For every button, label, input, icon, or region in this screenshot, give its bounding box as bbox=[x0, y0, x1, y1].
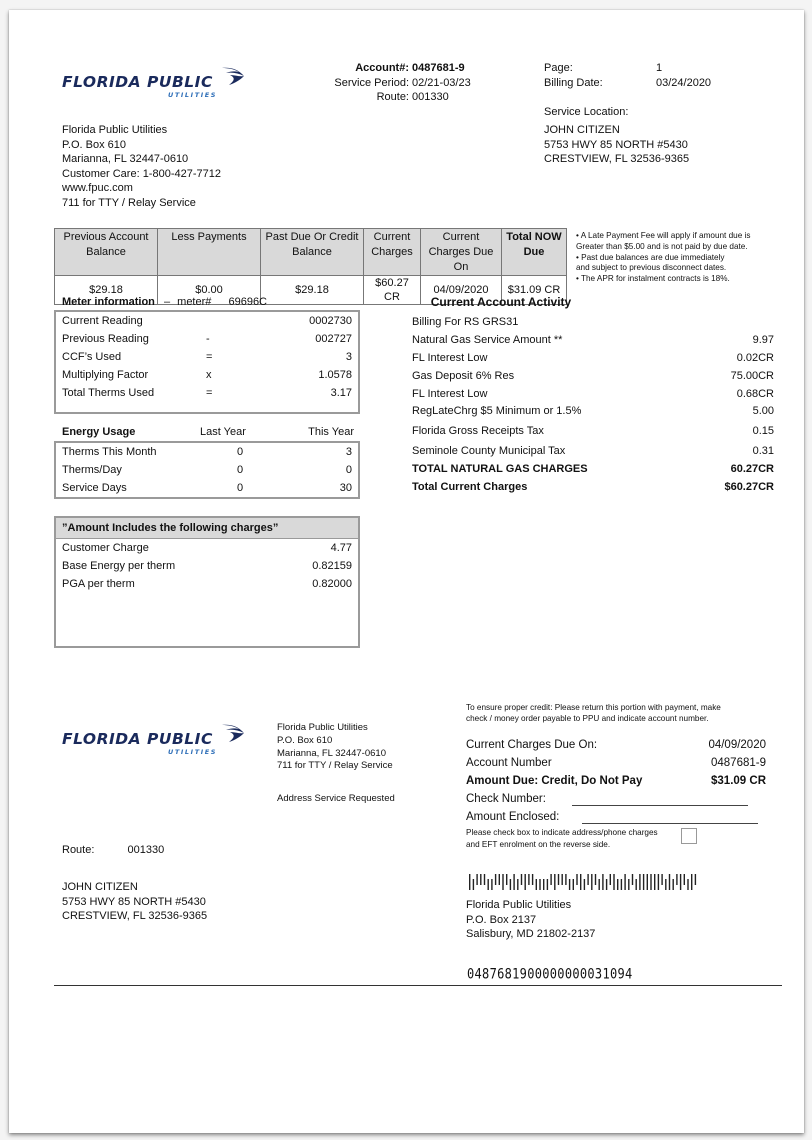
barcode-bar bbox=[547, 879, 548, 890]
service-city: CRESTVIEW, FL 32536-9365 bbox=[544, 153, 690, 165]
account-summary-table bbox=[54, 228, 567, 305]
company-po-box: P.O. Box 610 bbox=[62, 138, 127, 151]
bird-swoosh-icon bbox=[220, 65, 246, 87]
energy-row-label: Therms This Month bbox=[62, 446, 157, 458]
remit-address bbox=[466, 898, 595, 942]
amount-enclosed-field[interactable] bbox=[582, 823, 758, 824]
note-line: and subject to previous disconnect dates. bbox=[576, 263, 727, 273]
activity-row-label: Florida Gross Receipts Tax bbox=[412, 425, 544, 437]
check-number-label: Check Number: bbox=[466, 793, 546, 805]
account-label: Account#: bbox=[355, 62, 409, 74]
customer-city: CRESTVIEW, FL 32536-9365 bbox=[62, 910, 208, 922]
logo-wordmark: FLORIDA PUBLIC bbox=[62, 73, 213, 91]
service-location-address bbox=[544, 123, 689, 167]
activity-row-value: 0.02CR bbox=[736, 352, 774, 364]
activity-total-current-charges bbox=[412, 478, 774, 496]
barcode-bar bbox=[628, 879, 629, 890]
barcode-bar bbox=[684, 874, 685, 885]
energy-row-this-year: 3 bbox=[345, 446, 352, 458]
activity-total-gas-charges bbox=[412, 460, 774, 478]
energy-row-label: Therms/Day bbox=[62, 464, 122, 476]
charges-included-title: ”Amount Includes the following charges” bbox=[56, 518, 358, 539]
meter-label: meter# bbox=[177, 296, 212, 308]
page-label: Page: bbox=[544, 62, 573, 74]
page-info-values bbox=[656, 61, 711, 90]
barcode-bar bbox=[624, 874, 625, 890]
customer-care-phone: Customer Care: 1-800-427-7712 bbox=[62, 167, 221, 180]
activity-row-label: RegLateChrg $5 Minimum or 1.5% bbox=[412, 405, 582, 417]
service-location-label: Service Location: bbox=[544, 106, 629, 118]
stub-bottom-rule bbox=[54, 985, 782, 986]
note-line: • The APR for instalment contracts is 18%. bbox=[576, 274, 730, 284]
charge-row-value: 0.82159 bbox=[312, 560, 352, 572]
stub-due-on-value: 04/09/2020 bbox=[708, 739, 766, 751]
barcode-bar bbox=[580, 874, 581, 890]
energy-usage-title: Energy Usage bbox=[62, 426, 136, 438]
energy-row-this-year: 30 bbox=[339, 482, 352, 494]
activity-row-value: 0.68CR bbox=[736, 388, 774, 400]
stub-amount-due-row bbox=[466, 772, 766, 790]
energy-col-this-year: This Year bbox=[308, 426, 354, 438]
meter-row-label: CCF’s Used bbox=[62, 351, 122, 363]
remit-po-box: P.O. Box 2137 bbox=[466, 913, 537, 926]
activity-row bbox=[412, 402, 774, 420]
meter-row-value: 3.17 bbox=[330, 387, 352, 399]
barcode-bar bbox=[658, 874, 659, 890]
company-logo bbox=[62, 65, 252, 105]
tty-relay: 711 for TTY / Relay Service bbox=[62, 196, 196, 209]
bird-swoosh-icon bbox=[220, 722, 246, 744]
meter-row-value: 1.0578 bbox=[318, 369, 352, 381]
remit-city: Salisbury, MD 21802-2137 bbox=[466, 928, 596, 940]
barcode-bar bbox=[543, 879, 544, 890]
barcode-bar bbox=[510, 879, 511, 890]
barcode-bar bbox=[636, 879, 637, 890]
stub-account-label: Account Number bbox=[466, 757, 552, 769]
activity-row-value: 0.15 bbox=[752, 425, 774, 437]
amount-enclosed-label: Amount Enclosed: bbox=[466, 811, 560, 823]
ocr-scanline: 0487681900000000031094 bbox=[467, 965, 633, 983]
stub-amount-due-value: $31.09 CR bbox=[711, 775, 766, 787]
energy-row-this-year: 0 bbox=[345, 464, 352, 476]
summary-header-total-due: Total NOW Due bbox=[502, 229, 567, 276]
barcode-bar bbox=[521, 874, 522, 885]
meter-row-value: 0002730 bbox=[309, 315, 352, 327]
meter-row-operator: = bbox=[206, 351, 213, 363]
activity-row-value: 75.00CR bbox=[730, 370, 774, 382]
barcode-bar bbox=[480, 874, 481, 885]
billing-date: 03/24/2020 bbox=[656, 76, 712, 89]
barcode-bar bbox=[613, 874, 614, 890]
barcode-bar bbox=[528, 874, 529, 885]
current-charges: $60.27 CR bbox=[364, 276, 421, 305]
charges-included-box bbox=[54, 516, 360, 648]
barcode-bar bbox=[621, 879, 622, 890]
barcode-bar bbox=[491, 879, 492, 890]
barcode-bar bbox=[499, 874, 500, 885]
address-change-checkbox[interactable] bbox=[681, 828, 697, 844]
barcode-bar bbox=[687, 879, 688, 890]
header-values bbox=[412, 61, 471, 105]
activity-row-value: 0.31 bbox=[752, 445, 774, 457]
barcode-bar bbox=[565, 874, 566, 885]
barcode-bar bbox=[502, 874, 503, 890]
meter-dash: – bbox=[163, 296, 171, 308]
barcode-bar bbox=[661, 874, 662, 885]
activity-row-label: Seminole County Municipal Tax bbox=[412, 445, 566, 457]
barcode-bar bbox=[639, 874, 640, 890]
charge-row-value: 0.82000 bbox=[312, 578, 352, 590]
barcode-bar bbox=[595, 874, 596, 885]
summary-header-less-payments: Less Payments bbox=[158, 229, 261, 276]
remit-name: Florida Public Utilities bbox=[466, 899, 572, 911]
barcode-bar bbox=[550, 874, 551, 885]
barcode-bar bbox=[495, 874, 496, 885]
barcode-bar bbox=[525, 874, 526, 890]
energy-row-last-year: 0 bbox=[237, 464, 244, 476]
barcode-bar bbox=[676, 874, 677, 885]
route-number: 001330 bbox=[412, 91, 449, 103]
stub-company-name: Florida Public Utilities bbox=[277, 722, 368, 733]
barcode-bar bbox=[532, 874, 533, 885]
service-period-label: Service Period: bbox=[334, 76, 409, 89]
barcode-bar bbox=[647, 874, 648, 890]
activity-row bbox=[412, 385, 774, 403]
summary-header-past-due: Past Due Or Credit Balance bbox=[261, 229, 364, 276]
activity-row-label: Gas Deposit 6% Res bbox=[412, 370, 515, 382]
stub-customer-address bbox=[62, 880, 207, 924]
address-service-requested: Address Service Requested bbox=[277, 793, 395, 804]
charge-row bbox=[62, 539, 352, 557]
stub-route-value: 001330 bbox=[127, 844, 165, 856]
account-number: 0487681-9 bbox=[412, 62, 465, 74]
previous-balance: $29.18 bbox=[55, 276, 158, 305]
barcode-bar bbox=[476, 874, 477, 885]
summary-header-row bbox=[55, 229, 567, 276]
barcode-bar bbox=[691, 874, 692, 890]
meter-row-label: Multiplying Factor bbox=[62, 369, 149, 381]
activity-row bbox=[412, 349, 774, 367]
barcode-bar bbox=[569, 879, 570, 890]
meter-number: 69696C bbox=[228, 296, 268, 308]
note-line: • Past due balances are due immediately bbox=[576, 252, 725, 262]
barcode-bar bbox=[488, 879, 489, 890]
activity-row-label: FL Interest Low bbox=[412, 388, 488, 400]
activity-row-label: Natural Gas Service Amount ** bbox=[412, 334, 563, 346]
activity-title: Current Account Activity bbox=[430, 295, 572, 309]
check-number-field[interactable] bbox=[572, 805, 748, 806]
energy-usage-box bbox=[54, 441, 360, 499]
barcode-bar bbox=[654, 874, 655, 890]
summary-header-current-charges: Current Charges bbox=[364, 229, 421, 276]
barcode-bar bbox=[484, 874, 485, 885]
energy-row-last-year: 0 bbox=[237, 482, 244, 494]
barcode-bar bbox=[669, 874, 670, 890]
customer-street: 5753 HWY 85 NORTH #5430 bbox=[62, 895, 206, 908]
barcode-bar bbox=[562, 874, 563, 885]
activity-row-value: 9.97 bbox=[752, 334, 774, 346]
barcode-bar bbox=[513, 874, 514, 890]
checkbox-text-line: and EFT enrolment on the reverse side. bbox=[466, 840, 611, 849]
activity-row bbox=[412, 422, 774, 440]
barcode-bar bbox=[606, 879, 607, 890]
charges-due-on: 04/09/2020 bbox=[421, 276, 502, 305]
summary-header-due-on: Current Charges Due On bbox=[421, 229, 502, 276]
barcode-bar bbox=[536, 879, 537, 890]
stub-account-value: 0487681-9 bbox=[711, 757, 766, 769]
meter-info-header bbox=[62, 296, 267, 308]
page-number: 1 bbox=[656, 62, 663, 74]
header-labels bbox=[309, 61, 409, 105]
activity-billing-for bbox=[412, 313, 774, 331]
customer-name: JOHN CITIZEN bbox=[62, 881, 138, 893]
meter-row-value: 002727 bbox=[315, 333, 352, 345]
barcode-bar bbox=[469, 874, 470, 890]
barcode-bar bbox=[680, 874, 681, 890]
stub-due-on-row bbox=[466, 736, 766, 754]
activity-row-label: FL Interest Low bbox=[412, 352, 488, 364]
barcode-bar bbox=[554, 874, 555, 890]
barcode-bar bbox=[632, 874, 633, 885]
stub-company-address bbox=[277, 722, 393, 773]
meter-info-title: Meter information bbox=[62, 296, 155, 308]
barcode-bar bbox=[576, 874, 577, 885]
barcode-bar bbox=[610, 874, 611, 885]
meter-info-box bbox=[54, 310, 360, 414]
energy-row-label: Service Days bbox=[62, 482, 127, 494]
barcode-bar bbox=[506, 874, 507, 885]
barcode-bar bbox=[587, 874, 588, 885]
stub-company-po-box: P.O. Box 610 bbox=[277, 734, 333, 746]
activity-row-value: 5.00 bbox=[752, 405, 774, 417]
service-period: 02/21-03/23 bbox=[412, 76, 471, 89]
stub-amount-due-label: Amount Due: Credit, Do Not Pay bbox=[466, 775, 643, 787]
payment-notes bbox=[576, 231, 750, 285]
energy-col-last-year: Last Year bbox=[200, 426, 246, 438]
barcode-bar bbox=[673, 879, 674, 890]
logo-subtitle: UTILITIES bbox=[168, 748, 218, 756]
activity-row-value: $60.27CR bbox=[724, 481, 774, 493]
less-payments: $0.00 bbox=[158, 276, 261, 305]
billing-date-label: Billing Date: bbox=[544, 76, 603, 89]
barcode-bar bbox=[584, 879, 585, 890]
meter-row bbox=[62, 384, 352, 402]
activity-row bbox=[412, 442, 774, 460]
company-city: Marianna, FL 32447-0610 bbox=[62, 153, 189, 165]
postal-barcode bbox=[467, 872, 707, 894]
barcode-bar bbox=[602, 874, 603, 890]
billing-for-label: Billing For RS GRS31 bbox=[412, 316, 519, 328]
logo-subtitle: UTILITIES bbox=[168, 91, 218, 99]
instruction-line: check / money order payable to PPU and indicate account number. bbox=[466, 714, 709, 723]
energy-row bbox=[62, 479, 352, 497]
barcode-bar bbox=[650, 874, 651, 890]
activity-row-value: 60.27CR bbox=[730, 463, 774, 475]
barcode-bar bbox=[643, 874, 644, 890]
energy-row bbox=[62, 443, 352, 461]
stub-tty-relay: 711 for TTY / Relay Service bbox=[277, 760, 393, 772]
barcode-bar bbox=[539, 879, 540, 890]
total-now-due: $31.09 CR bbox=[502, 276, 567, 305]
meter-row-label: Previous Reading bbox=[62, 333, 149, 345]
logo-wordmark: FLORIDA PUBLIC bbox=[62, 730, 213, 748]
meter-row bbox=[62, 330, 352, 348]
meter-row-value: 3 bbox=[345, 351, 352, 363]
meter-row-operator: x bbox=[206, 369, 212, 381]
past-due-balance: $29.18 bbox=[261, 276, 364, 305]
meter-row-operator: = bbox=[206, 387, 213, 399]
charge-row-value: 4.77 bbox=[330, 542, 352, 554]
bill-page bbox=[9, 10, 804, 1133]
stub-instructions bbox=[466, 702, 721, 724]
activity-row bbox=[412, 331, 774, 349]
barcode-bar bbox=[573, 879, 574, 890]
meter-row-operator: - bbox=[206, 333, 210, 345]
activity-row-label: TOTAL NATURAL GAS CHARGES bbox=[412, 463, 588, 475]
instruction-line: To ensure proper credit: Please return this portion with payment, make bbox=[466, 703, 721, 712]
energy-row bbox=[62, 461, 352, 479]
barcode-bar bbox=[695, 874, 696, 885]
stub-company-city: Marianna, FL 32447-0610 bbox=[277, 747, 386, 759]
barcode-bar bbox=[665, 879, 666, 890]
energy-row-last-year: 0 bbox=[237, 446, 244, 458]
activity-row bbox=[412, 367, 774, 385]
page-info-labels bbox=[544, 61, 603, 90]
meter-row-label: Total Therms Used bbox=[62, 387, 155, 399]
company-address bbox=[62, 123, 221, 210]
stub-company-logo bbox=[62, 722, 252, 762]
charge-row-label: Base Energy per therm bbox=[62, 560, 176, 572]
energy-usage-header bbox=[54, 423, 360, 441]
barcode-bar bbox=[517, 879, 518, 890]
company-website[interactable]: www.fpuc.com bbox=[62, 182, 133, 194]
barcode-bar bbox=[473, 879, 474, 890]
charge-row-label: Customer Charge bbox=[62, 542, 149, 554]
meter-row bbox=[62, 348, 352, 366]
note-line: • A Late Payment Fee will apply if amount due is bbox=[576, 231, 751, 240]
summary-header-previous-balance: Previous Account Balance bbox=[55, 229, 158, 276]
stub-account-row bbox=[466, 754, 766, 772]
activity-row-label: Total Current Charges bbox=[412, 481, 528, 493]
note-line: Greater than $5.00 and is not paid by due date. bbox=[576, 241, 748, 251]
meter-row bbox=[62, 312, 352, 330]
checkbox-instructions bbox=[466, 827, 658, 851]
route-label: Route: bbox=[376, 91, 409, 103]
stub-due-on-label: Current Charges Due On: bbox=[466, 739, 598, 751]
service-name: JOHN CITIZEN bbox=[544, 124, 620, 136]
meter-row bbox=[62, 366, 352, 384]
stub-route bbox=[62, 844, 164, 856]
checkbox-text-line: Please check box to indicate address/phone charges bbox=[466, 828, 658, 837]
barcode-bar bbox=[599, 879, 600, 890]
barcode-bar bbox=[591, 874, 592, 890]
charge-row bbox=[62, 575, 352, 593]
charge-row-label: PGA per therm bbox=[62, 578, 135, 590]
stub-route-label: Route: bbox=[62, 844, 95, 856]
meter-row-label: Current Reading bbox=[62, 315, 143, 327]
company-name: Florida Public Utilities bbox=[62, 124, 168, 136]
barcode-bar bbox=[617, 879, 618, 890]
barcode-bar bbox=[558, 874, 559, 885]
service-street: 5753 HWY 85 NORTH #5430 bbox=[544, 138, 688, 151]
charge-row bbox=[62, 557, 352, 575]
